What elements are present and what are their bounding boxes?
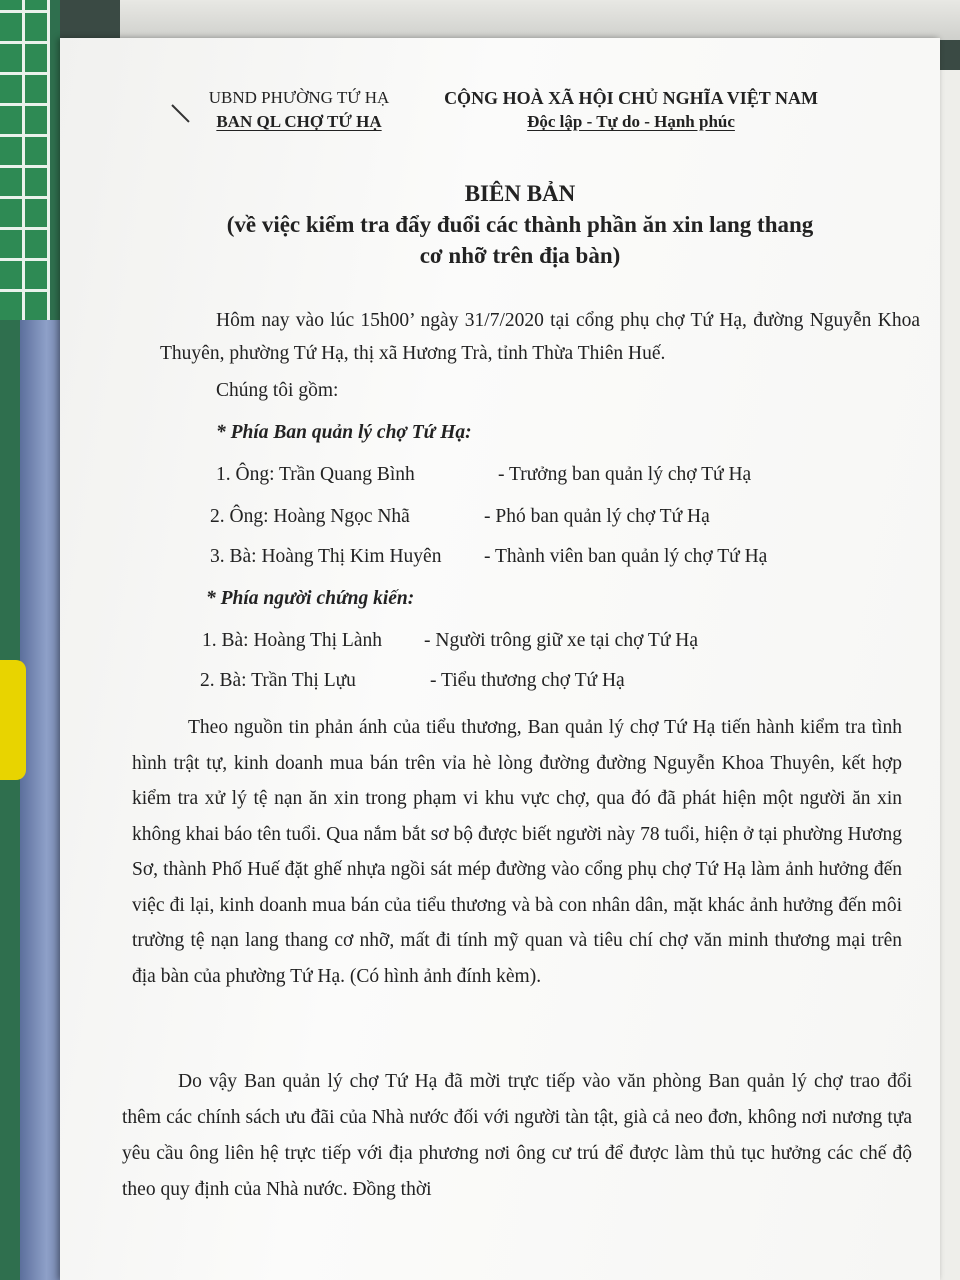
national-title: CỘNG HOÀ XÃ HỘI CHỦ NGHĨA VIỆT NAM [444,88,818,108]
management-heading: * Phía Ban quản lý chợ Tứ Hạ: [216,422,472,443]
title-line2: (về việc kiểm tra đẩy đuổi các thành phần ăn xin lang thang [226,212,814,237]
title-line1: BIÊN BẢN [464,181,576,206]
national-header [416,86,846,134]
yellow-tab [0,660,26,780]
blue-binder [20,320,64,1280]
management-member-role: - Thành viên ban quản lý chợ Tứ Hạ [484,546,768,567]
witness-role: - Người trông giữ xe tại chợ Tứ Hạ [424,630,698,651]
paper-stack-top [120,0,960,40]
document-title [160,178,880,271]
issuer-line1: UBND PHƯỜNG TỨ HẠ [208,88,390,107]
witness-name: 2. Bà: Trần Thị Lựu [200,670,356,691]
green-grid-folder [0,0,50,320]
management-member-name: 1. Ông: Trần Quang Bình [216,464,415,485]
management-member-role: - Trưởng ban quản lý chợ Tứ Hạ [498,464,752,485]
management-member-name: 3. Bà: Hoàng Thị Kim Huyên [210,546,442,567]
witness-role: - Tiểu thương chợ Tứ Hạ [430,670,625,691]
issuer-line2: BAN QL CHỢ TỨ HẠ [216,112,382,131]
body-paragraph-2: Do vậy Ban quản lý chợ Tứ Hạ đã mời trực tiếp vào văn phòng Ban quản lý chợ trao đổi thêm các chính sách ưu đãi của Nhà nước đối với người tàn tật, già cả neo đơn, không nơi nương tựa yêu cầu ông liên hệ trực tiếp với địa phương nơi ông cư trú để được làm thủ tục hưởng các chế độ theo quy định của Nhà nước. Đồng thời [122,1071,912,1200]
title-line3: cơ nhỡ trên địa bàn) [419,243,621,268]
body-paragraph-1: Theo nguồn tin phản ánh của tiểu thương, Ban quản lý chợ Tứ Hạ tiến hành kiểm tra tình hình trật tự, kinh doanh mua bán trên vỉa hè lòng đường đường Nguyễn Khoa Thuyên, kết hợp kiểm tra xử lý tệ nạn ăn xin trong phạm vi khu vực chợ, qua đó đã phát hiện một người ăn xin không khai báo tên tuổi. Qua nắm bắt sơ bộ được biết người này 78 tuổi, hiện ở tại phường Hương Sơ, thành Phố Huế đặt ghế nhựa ngồi sát mép đường vào cổng phụ chợ Tứ Hạ làm ảnh hưởng đến việc đi lại, kinh doanh mua bán của tiểu thương và bà con nhân dân, mặt khác ảnh hưởng đến môi trường tệ nạn lang thang cơ nhỡ, mất đi tính mỹ quan và tiêu chí chợ văn minh thương mại trên địa bàn của phường Tứ Hạ. (Có hình ảnh đính kèm). [132,717,902,987]
issuer-header [184,86,414,134]
intro-paragraph: Hôm nay vào lúc 15h00’ ngày 31/7/2020 tại cổng phụ chợ Tứ Hạ, đường Nguyễn Khoa Thuyên, phường Tứ Hạ, thị xã Hương Trà, tỉnh Thừa Thiên Huế. [160,310,920,364]
national-motto: Độc lập - Tự do - Hạnh phúc [527,112,735,131]
attendees-intro: Chúng tôi gồm: [216,380,339,401]
witness-heading: * Phía người chứng kiến: [206,588,415,609]
document-page [60,38,940,1280]
witness-name: 1. Bà: Hoàng Thị Lành [202,630,382,651]
management-member-name: 2. Ông: Hoàng Ngọc Nhã [210,506,410,527]
management-member-role: - Phó ban quản lý chợ Tứ Hạ [484,506,710,527]
